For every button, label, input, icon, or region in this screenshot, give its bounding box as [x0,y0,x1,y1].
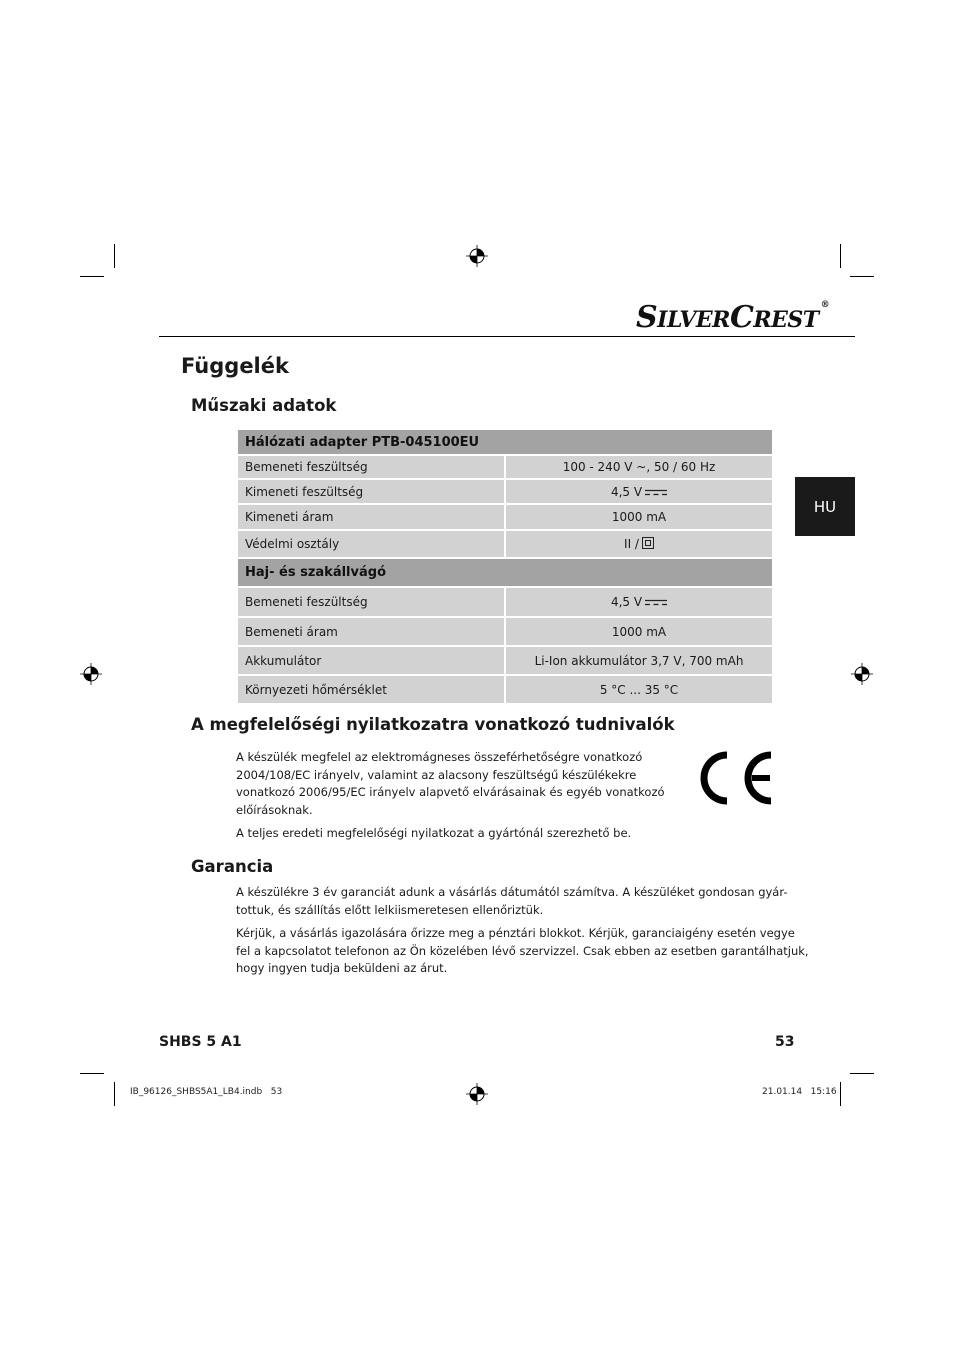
spec-table [236,428,774,705]
table-row [237,646,773,675]
section-heading-warranty: Garancia [191,857,274,876]
table-row [237,455,773,479]
spec-label: Bemeneti feszültség [237,455,505,479]
spec-label: Kimeneti feszültség [237,479,505,504]
conformity-paragraph-2: A teljes eredeti megfelelőségi nyilatkozat a gyártónál szerezhető be. [236,826,632,840]
registration-mark-icon [851,663,873,685]
print-slug-file: IB_96126_SHBS5A1_LB4.indb 53 [130,1087,283,1097]
table-row [237,675,773,704]
crop-mark [850,276,874,277]
section-title: Haj- és szakállvágó [237,558,773,587]
table-row [237,530,773,558]
table-section-header [237,429,773,455]
spec-value: 1000 mA [505,504,773,530]
spec-label: Bemeneti áram [237,617,505,646]
section-heading-conformity: A megfelelőségi nyilatkozatra vonatkozó tudnivalók [191,715,675,734]
spec-value: 4,5 V [505,587,773,617]
table-row [237,587,773,617]
spec-label: Akkumulátor [237,646,505,675]
crop-mark [114,244,115,268]
spec-value: 100 - 240 V ~, 50 / 60 Hz [505,455,773,479]
print-slug-date: 21.01.14 15:16 [762,1087,837,1097]
crop-mark [114,1082,115,1106]
protection-class-ii-icon [642,537,654,549]
warranty-paragraph-2: Kérjük, a vásárlás igazolására őrizze meg a pénztári blokkot. Kérjük, garanciaigény esetén vegye fel a kapcsolatot telefonon az Ön közelében lévő szervizzel. Csak ebben az esetben garantálhatjuk, hogy ingyen tudja beküldeni az árut. [236,926,809,975]
footer-model: SHBS 5 A1 [159,1034,242,1050]
crop-mark [80,1073,104,1074]
spec-label: Kimeneti áram [237,504,505,530]
table-section-header [237,558,773,587]
spec-label: Környezeti hőmérséklet [237,675,505,704]
section-title: Hálózati adapter PTB-045100EU [237,429,773,455]
spec-label: Bemeneti feszültség [237,587,505,617]
table-row [237,479,773,504]
warranty-paragraph-1: A készülékre 3 év garanciát adunk a vásárlás dátumától számítva. A készüléket gondosan gyár- tottuk, és szállítás előtt lelkiismeretesen ellenőriztük. [236,885,788,917]
page-number: 53 [775,1034,795,1050]
registration-mark-icon [80,663,102,685]
spec-value: Li-Ion akkumulátor 3,7 V, 700 mAh [505,646,773,675]
crop-mark [80,276,104,277]
spec-value: 5 °C ... 35 °C [505,675,773,704]
table-row [237,504,773,530]
brand-logo: SILVERCREST® [636,300,830,335]
conformity-paragraph: A készülék megfelel az elektromágneses összeférhetőségre vonatkozó 2004/108/EC irányelv, valamint az alacsony feszültségű készülékekre vonatkozó 2006/95/EC irányelv alapvető elvárásainak és egyéb vonatkozó előírásoknak. [236,750,665,817]
spec-label: Védelmi osztály [237,530,505,558]
crop-mark [850,1073,874,1074]
crop-mark [840,244,841,268]
registration-mark-icon [466,1083,488,1105]
spec-value: 1000 mA [505,617,773,646]
spec-value: 4,5 V [505,479,773,504]
language-tab: HU [795,477,855,536]
table-row [237,617,773,646]
spec-value: II / [505,530,773,558]
crop-mark [840,1082,841,1106]
section-heading-tech: Műszaki adatok [191,396,337,415]
dc-current-icon [645,489,667,496]
page-title: Függelék [181,354,289,378]
ce-mark-icon [694,749,774,807]
header-rule [159,336,855,337]
registration-mark-icon [466,245,488,267]
dc-current-icon [645,599,667,606]
